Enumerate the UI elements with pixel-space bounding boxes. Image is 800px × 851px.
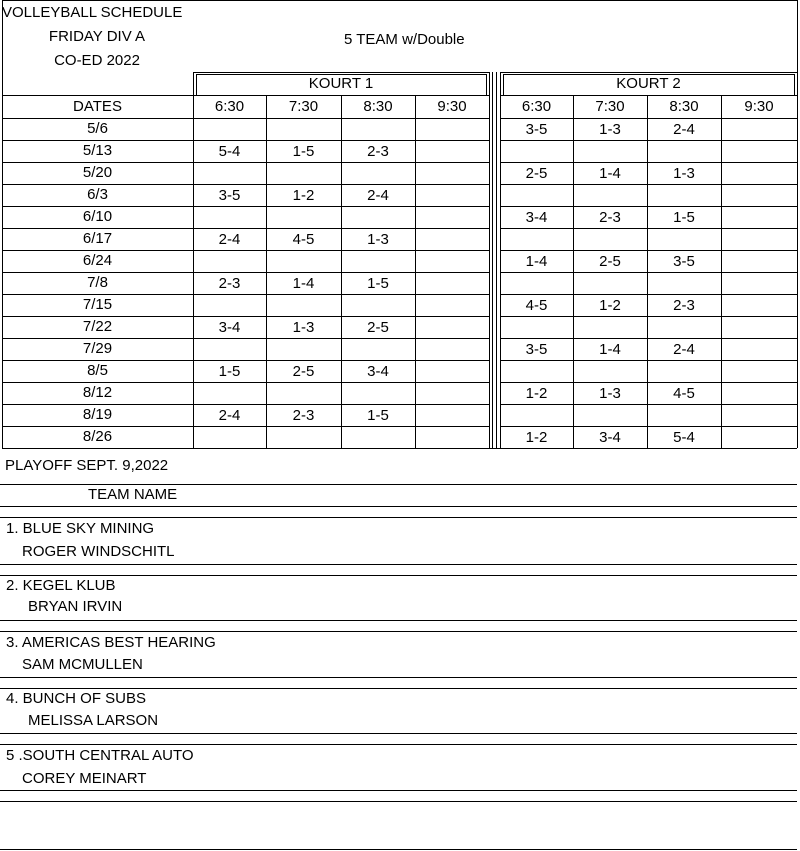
match-cell: 1-5 bbox=[367, 275, 389, 292]
time-header: 7:30 bbox=[288, 98, 319, 115]
date-cell: 7/15 bbox=[82, 296, 113, 313]
date-cell: 6/24 bbox=[82, 252, 113, 269]
team-1-captain: ROGER WINDSCHITL bbox=[22, 543, 175, 560]
team-5-name: 5 .SOUTH CENTRAL AUTO bbox=[6, 747, 194, 764]
match-cell: 5-4 bbox=[673, 429, 695, 446]
match-cell: 2-3 bbox=[673, 297, 695, 314]
team-1-name: 1. BLUE SKY MINING bbox=[6, 520, 155, 537]
divider bbox=[0, 484, 797, 485]
match-cell: 4-5 bbox=[292, 231, 315, 248]
time-header: 6:30 bbox=[214, 98, 245, 115]
match-cell: 1-5 bbox=[292, 143, 315, 160]
team-3-captain: SAM MCMULLEN bbox=[22, 656, 143, 673]
match-cell: 5-4 bbox=[218, 143, 241, 160]
time-header: 8:30 bbox=[363, 98, 393, 115]
match-cell: 1-2 bbox=[292, 187, 315, 204]
divider bbox=[0, 564, 797, 565]
divider bbox=[0, 849, 797, 850]
date-cell: 6/3 bbox=[87, 186, 108, 203]
divider bbox=[0, 631, 797, 632]
match-cell: 1-3 bbox=[599, 121, 621, 138]
team-2-name: 2. KEGEL KLUB bbox=[6, 577, 116, 594]
match-cell: 1-4 bbox=[525, 253, 548, 270]
match-cell: 3-4 bbox=[525, 209, 548, 226]
grid-line bbox=[496, 72, 497, 448]
divider bbox=[0, 744, 797, 745]
divider bbox=[0, 688, 797, 689]
time-header: 7:30 bbox=[595, 98, 625, 115]
date-cell: 5/20 bbox=[82, 164, 113, 181]
court-1-title: KOURT 1 bbox=[308, 75, 374, 92]
court-2-title: KOURT 2 bbox=[616, 75, 681, 92]
match-cell: 2-4 bbox=[673, 121, 695, 138]
playoff-date: PLAYOFF SEPT. 9,2022 bbox=[5, 457, 169, 474]
team-4-name: 4. BUNCH OF SUBS bbox=[6, 690, 147, 707]
match-cell: 3-5 bbox=[673, 253, 695, 270]
time-header: 9:30 bbox=[437, 98, 467, 115]
grid-line bbox=[2, 448, 489, 449]
date-cell: 6/10 bbox=[82, 208, 113, 225]
date-cell: 5/13 bbox=[82, 142, 113, 159]
team-3-name: 3. AMERICAS BEST HEARING bbox=[6, 634, 216, 651]
team-5-captain: COREY MEINART bbox=[22, 770, 147, 787]
match-cell: 1-4 bbox=[599, 341, 621, 358]
date-cell: 5/6 bbox=[87, 120, 108, 137]
match-cell: 1-2 bbox=[525, 429, 548, 446]
grid-line bbox=[492, 72, 493, 448]
date-cell: 8/19 bbox=[82, 406, 113, 423]
date-cell: 7/29 bbox=[82, 340, 113, 357]
match-cell: 1-3 bbox=[292, 319, 315, 336]
match-cell: 3-5 bbox=[525, 341, 548, 358]
match-cell: 1-3 bbox=[367, 231, 389, 248]
match-cell: 3-4 bbox=[367, 363, 389, 380]
match-cell: 2-5 bbox=[599, 253, 621, 270]
grid-line bbox=[2, 0, 797, 1]
match-cell: 4-5 bbox=[525, 297, 548, 314]
league-label: CO-ED 2022 bbox=[54, 52, 140, 69]
divider bbox=[0, 506, 797, 507]
divider bbox=[0, 620, 797, 621]
match-cell: 2-4 bbox=[673, 341, 695, 358]
match-cell: 1-2 bbox=[599, 297, 621, 314]
match-cell: 1-3 bbox=[673, 165, 695, 182]
match-cell: 3-5 bbox=[525, 121, 548, 138]
team-2-captain: BRYAN IRVIN bbox=[28, 598, 123, 615]
division-label: FRIDAY DIV A bbox=[48, 28, 146, 45]
time-header: 9:30 bbox=[744, 98, 774, 115]
match-cell: 2-5 bbox=[367, 319, 389, 336]
date-cell: 6/17 bbox=[82, 230, 113, 247]
match-cell: 1-4 bbox=[599, 165, 621, 182]
match-cell: 1-5 bbox=[218, 363, 241, 380]
match-cell: 1-5 bbox=[367, 407, 389, 424]
match-cell: 2-3 bbox=[599, 209, 621, 226]
match-cell: 2-4 bbox=[218, 407, 241, 424]
divider bbox=[0, 733, 797, 734]
match-cell: 2-4 bbox=[218, 231, 241, 248]
date-cell: 7/8 bbox=[87, 274, 108, 291]
team-name-header: TEAM NAME bbox=[88, 486, 178, 503]
match-cell: 1-3 bbox=[599, 385, 621, 402]
divider bbox=[0, 677, 797, 678]
grid-line bbox=[489, 72, 490, 448]
match-cell: 1-4 bbox=[292, 275, 315, 292]
match-cell: 2-3 bbox=[292, 407, 315, 424]
date-cell: 7/22 bbox=[82, 318, 113, 335]
date-cell: 8/5 bbox=[87, 362, 108, 379]
grid-line bbox=[797, 0, 798, 448]
match-cell: 2-5 bbox=[292, 363, 315, 380]
time-header: 8:30 bbox=[669, 98, 699, 115]
match-cell: 1-2 bbox=[525, 385, 548, 402]
divider bbox=[0, 790, 797, 791]
grid-line bbox=[193, 72, 194, 448]
divider bbox=[0, 801, 797, 802]
match-cell: 2-3 bbox=[218, 275, 241, 292]
format-label: 5 TEAM w/Double bbox=[344, 31, 465, 48]
match-cell: 4-5 bbox=[673, 385, 695, 402]
match-cell: 2-5 bbox=[525, 165, 548, 182]
date-cell: 8/12 bbox=[82, 384, 113, 401]
schedule-title: VOLLEYBALL SCHEDULE bbox=[2, 4, 183, 21]
date-cell: 8/26 bbox=[82, 428, 113, 445]
divider bbox=[0, 575, 797, 576]
match-cell: 3-4 bbox=[218, 319, 241, 336]
grid-line bbox=[794, 74, 795, 95]
match-cell: 3-4 bbox=[599, 429, 621, 446]
team-4-captain: MELISSA LARSON bbox=[28, 712, 159, 729]
match-cell: 3-5 bbox=[218, 187, 241, 204]
dates-header: DATES bbox=[73, 98, 122, 115]
match-cell: 2-3 bbox=[367, 143, 389, 160]
divider bbox=[0, 517, 797, 518]
grid-line bbox=[486, 74, 487, 95]
time-header: 6:30 bbox=[521, 98, 552, 115]
match-cell: 2-4 bbox=[367, 187, 389, 204]
match-cell: 1-5 bbox=[673, 209, 695, 226]
